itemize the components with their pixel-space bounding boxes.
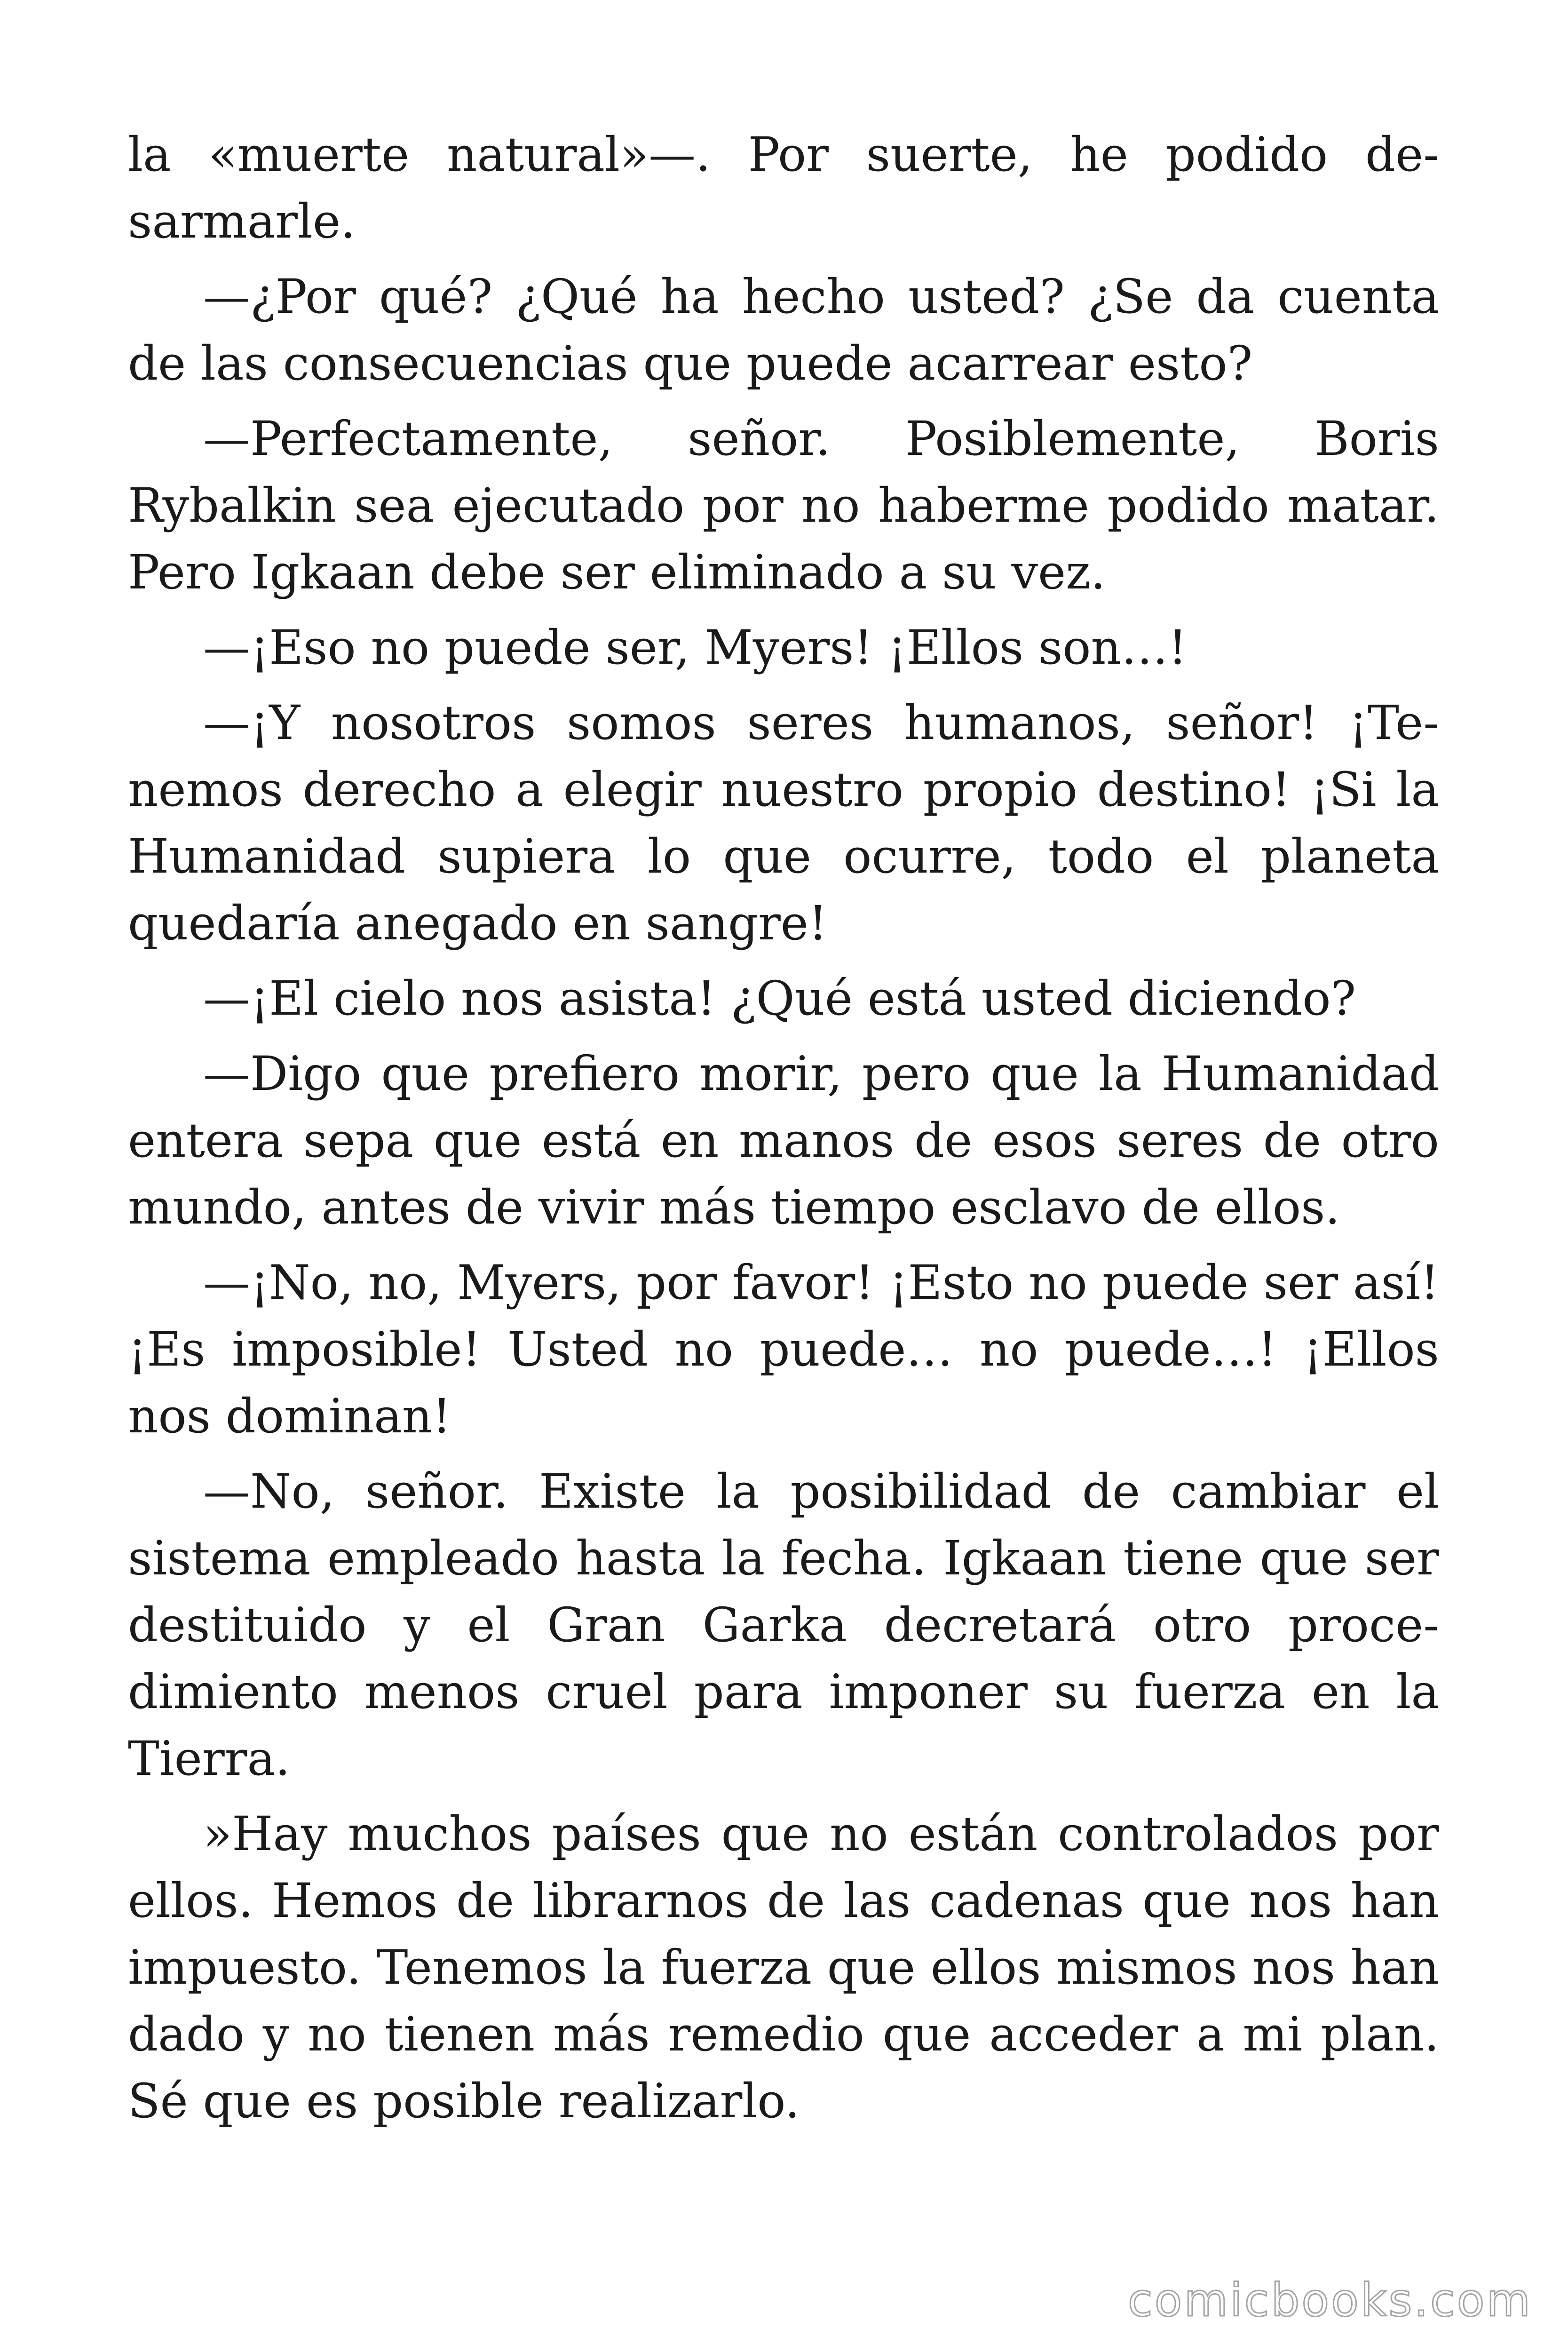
paragraph-8: —¡No, no, Myers, por favor! ¡Esto no puede ser así! ¡Es imposible! Usted no puede… no puede…! ¡Ellos nos dominan! (128, 1255, 1439, 1444)
paragraph-3: —Perfectamente, señor. Posiblemente, Boris Rybalkin sea ejecutado por no haberme podido matar. Pero Igkaan debe ser eliminado a su vez. (128, 411, 1439, 600)
paragraph-1: la «muerte natural»—. Por suerte, he podido desarmarle. (128, 127, 1439, 249)
paragraph-9: —No, señor. Existe la posibilidad de cambiar el sistema empleado hasta la fecha. Igkaan tiene que ser destituido y el Gran Garka decretará otro procedimiento menos cruel para imponer su fuerza en la Tierra. (128, 1464, 1439, 1786)
body-text (128, 121, 1439, 2143)
paragraph-7: —Digo que prefiero morir, pero que la Humanidad entera sepa que está en manos de esos seres de otro mundo, antes de vivir más tiempo esclavo de ellos. (128, 1046, 1439, 1235)
paragraph-10: »Hay muchos países que no están controlados por ellos. Hemos de librarnos de las cadenas que nos han impuesto. Tenemos la fuerza que ellos mismos nos han dado y no tienen más remedio que acceder a mi plan. Sé que es posible realizarlo. (128, 1806, 1439, 2129)
paragraph-5: —¡Y nosotros somos seres humanos, señor! ¡Tenemos derecho a elegir nuestro propio destino! ¡Si la Humanidad supiera lo que ocurre, todo el planeta quedaría anegado en sangre! (128, 695, 1439, 951)
paragraph-6: —¡El cielo nos asista! ¿Qué está usted diciendo? (203, 971, 1356, 1026)
paragraph-2: —¿Por qué? ¿Qué ha hecho usted? ¿Se da cuenta de las consecuencias que puede acarrear esto? (128, 269, 1439, 391)
watermark: comicbooks.com (1127, 2274, 1532, 2327)
paragraph-4: —¡Eso no puede ser, Myers! ¡Ellos son…! (203, 620, 1188, 675)
